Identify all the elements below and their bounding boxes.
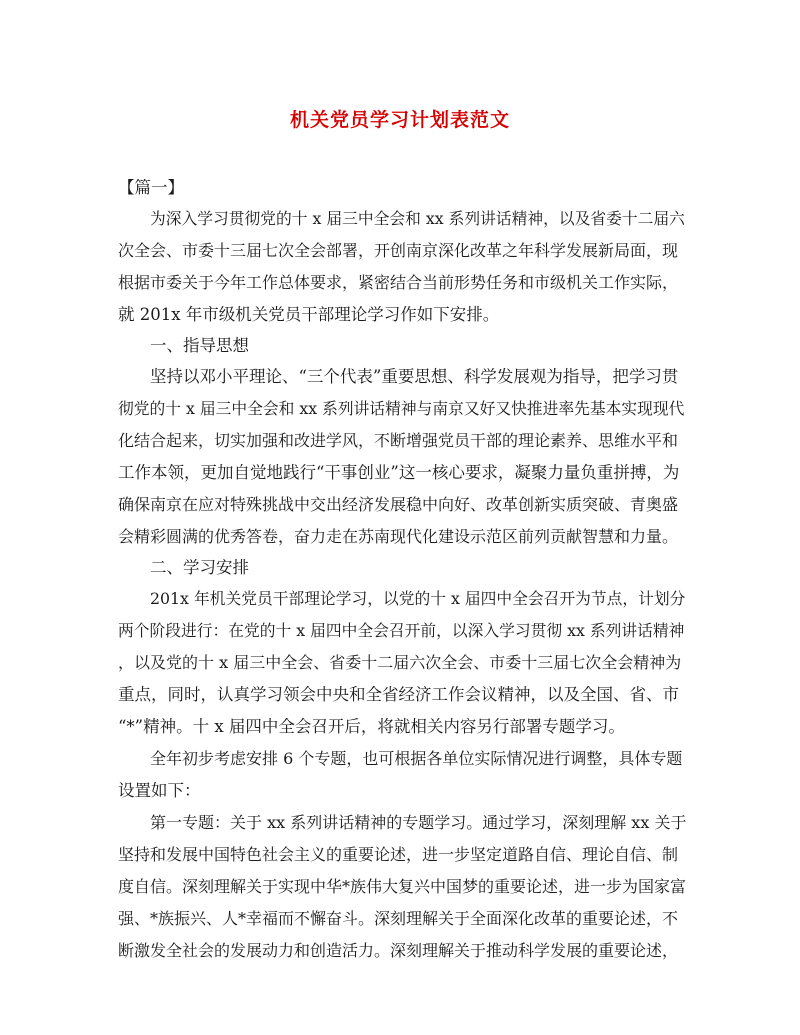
paragraph-line: 断激发全社会的发展动力和创造活力。深刻理解关于推动科学发展的重要论述， (118, 941, 679, 960)
paragraph-line: 就 201x 年市级机关党员干部理论学习作如下安排。 (118, 305, 500, 324)
paragraph-line: 重点，同时，认真学习领会中央和全省经济工作会议精神，以及全国、省、市 (118, 685, 679, 704)
paragraph-line: 会精彩圆满的优秀答卷，奋力走在苏南现代化建设示范区前列贡献智慧和力量。 (118, 527, 679, 546)
paragraph-line: “*”精神。十 x 届四中全会召开后，将就相关内容另行部署专题学习。 (118, 717, 625, 736)
section-heading: 二、学习安排 (150, 558, 249, 577)
section-heading: 一、指导思想 (150, 336, 249, 355)
paragraph-line: 度自信。深刻理解关于实现中华*族伟大复兴中国梦的重要论述，进一步为国家富 (118, 877, 687, 896)
paragraph-line: 根据市委关于今年工作总体要求，紧密结合当前形势任务和市级机关工作实际， (118, 273, 679, 292)
paragraph-line: 全年初步考虑安排 6 个专题，也可根据各单位实际情况进行调整，具体专题 (150, 749, 683, 768)
paragraph-line: 化结合起来，切实加强和改进学风，不断增强党员干部的理论素养、思维水平和 (118, 431, 679, 450)
document-title: 机关党员学习计划表范文 (289, 109, 510, 131)
section-label: 【篇一】 (118, 178, 184, 197)
paragraph-line: 第一专题：关于 xx 系列讲话精神的专题学习。通过学习，深刻理解 xx 关于 (150, 813, 687, 832)
paragraph-line: 为深入学习贯彻党的十 x 届三中全会和 xx 系列讲话精神，以及省委十二届六 (150, 209, 685, 228)
paragraph-line: 强、*族振兴、人*幸福而不懈奋斗。深刻理解关于全面深化改革的重要论述，不 (118, 909, 679, 928)
paragraph-line: 设置如下： (118, 781, 201, 800)
paragraph-line: 201x 年机关党员干部理论学习，以党的十 x 届四中全会召开为节点，计划分 (150, 589, 686, 608)
paragraph-line: 彻党的十 x 届三中全会和 xx 系列讲话精神与南京又好又快推进率先基本实现现代 (118, 399, 685, 418)
paragraph-line: 次全会、市委十三届七次全会部署，开创南京深化改革之年科学发展新局面，现 (118, 241, 679, 260)
paragraph-line: 工作本领，更加自觉地践行“干事创业”这一核心要求，凝聚力量负重拼搏，为 (118, 463, 680, 482)
paragraph-line: 坚持以邓小平理论、“三个代表”重要思想、科学发展观为指导，把学习贯 (150, 367, 679, 386)
paragraph-line: 两个阶段进行：在党的十 x 届四中全会召开前，以深入学习贯彻 xx 系列讲话精神 (118, 621, 685, 640)
paragraph-line: 确保南京在应对特殊挑战中交出经济发展稳中向好、改革创新实质突破、青奥盛 (118, 495, 679, 514)
paragraph-line: ，以及党的十 x 届三中全会、省委十二届六次全会、市委十三届七次全会精神为 (118, 653, 682, 672)
paragraph-line: 坚持和发展中国特色社会主义的重要论述，进一步坚定道路自信、理论自信、制 (118, 845, 679, 864)
